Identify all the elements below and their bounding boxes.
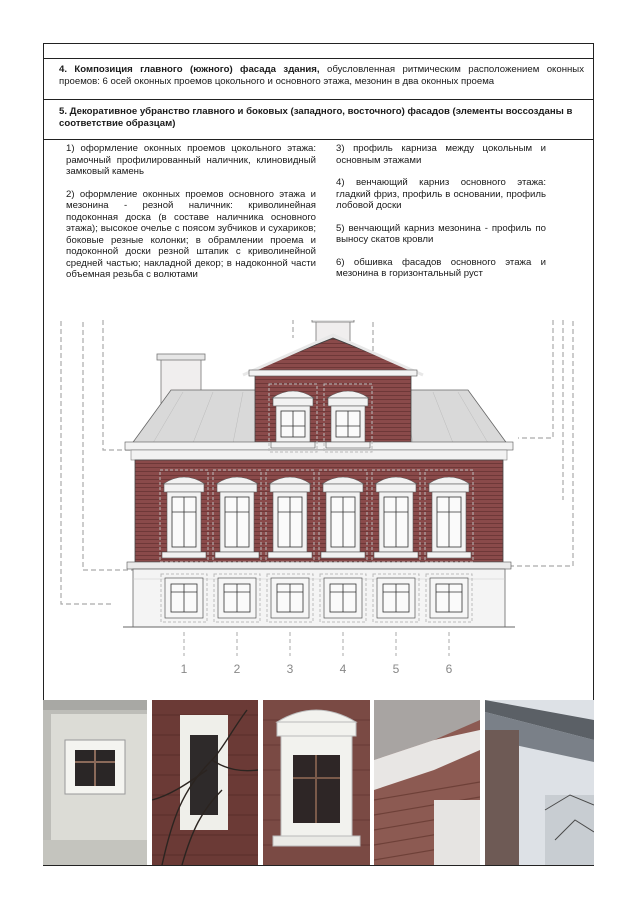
notes-right-column <box>336 143 546 291</box>
main-window-3 <box>266 470 314 562</box>
axis-label-2: 2 <box>233 662 241 676</box>
section-4-heading: 4. Композиция главного (южного) фасада здания, <box>59 64 320 75</box>
facade-drawing <box>43 320 594 690</box>
basement-window-5 <box>373 574 419 622</box>
mezzanine-gable <box>248 338 418 372</box>
main-window-6 <box>425 470 473 562</box>
basement-window-2 <box>214 574 260 622</box>
note-item-2: 2) оформление оконных проемов основного этажа и мезонина - резной наличник: криволинейная подоконная доска (в составе наличника основного этажа); высокое очелье с поясом зубчиков и сухариков; боковые резные колонки; в обрамлении проема и подоконной доски резной штапик с криволинейной средней частью; накладной декор; в надоконной части объемная резьба с волютами <box>66 188 316 280</box>
photo-roof-gutter <box>485 700 594 865</box>
axis-label-1: 1 <box>180 662 188 676</box>
photo-mezzanine-window <box>263 700 370 865</box>
basement-window-3 <box>267 574 313 622</box>
note-item-1: 1) оформление оконных проемов цокольного этажа: рамочный профилированный наличник, клиновидный замковый камень <box>66 143 316 177</box>
main-window-1 <box>160 470 208 562</box>
basement-window-4 <box>320 574 366 622</box>
section-4-text: обусловленная ритмическим расположением оконных проемов: 6 осей оконных проемов цокольного и основного этажа, мезонин в два оконных проема <box>59 64 584 87</box>
main-window-2 <box>213 470 261 562</box>
axis-label-4: 4 <box>339 662 347 676</box>
main-window-4 <box>319 470 367 562</box>
note-item-4: 4) венчающий карниз основного этажа: гладкий фриз, профиль в основании, профиль лобовой доски <box>336 177 546 211</box>
note-item-6: 6) обшивка фасадов основного этажа и мезонина в горизонтальный руст <box>336 256 546 279</box>
photo-basement-window <box>43 700 147 865</box>
notes-left-column <box>66 143 316 292</box>
section-4 <box>43 58 594 100</box>
basement-window-1 <box>161 574 207 622</box>
photo-main-window-tree <box>152 700 258 865</box>
note-item-5: 5) венчающий карниз мезонина - профиль по выносу скатов кровли <box>336 222 546 245</box>
photo-cornice-detail <box>374 700 480 865</box>
axis-label-3: 3 <box>286 662 294 676</box>
axis-markers <box>181 632 453 676</box>
section-5-heading: 5. Декоративное убранство главного и боковых (западного, восточного) фасадов (элементы воссозданы в соответствие образцам) <box>43 100 594 140</box>
note-item-3: 3) профиль карниза между цокольным и основным этажами <box>336 143 546 166</box>
axis-label-5: 5 <box>392 662 400 676</box>
basement-window-6 <box>426 574 472 622</box>
main-window-5 <box>372 470 420 562</box>
axis-label-6: 6 <box>445 662 453 676</box>
